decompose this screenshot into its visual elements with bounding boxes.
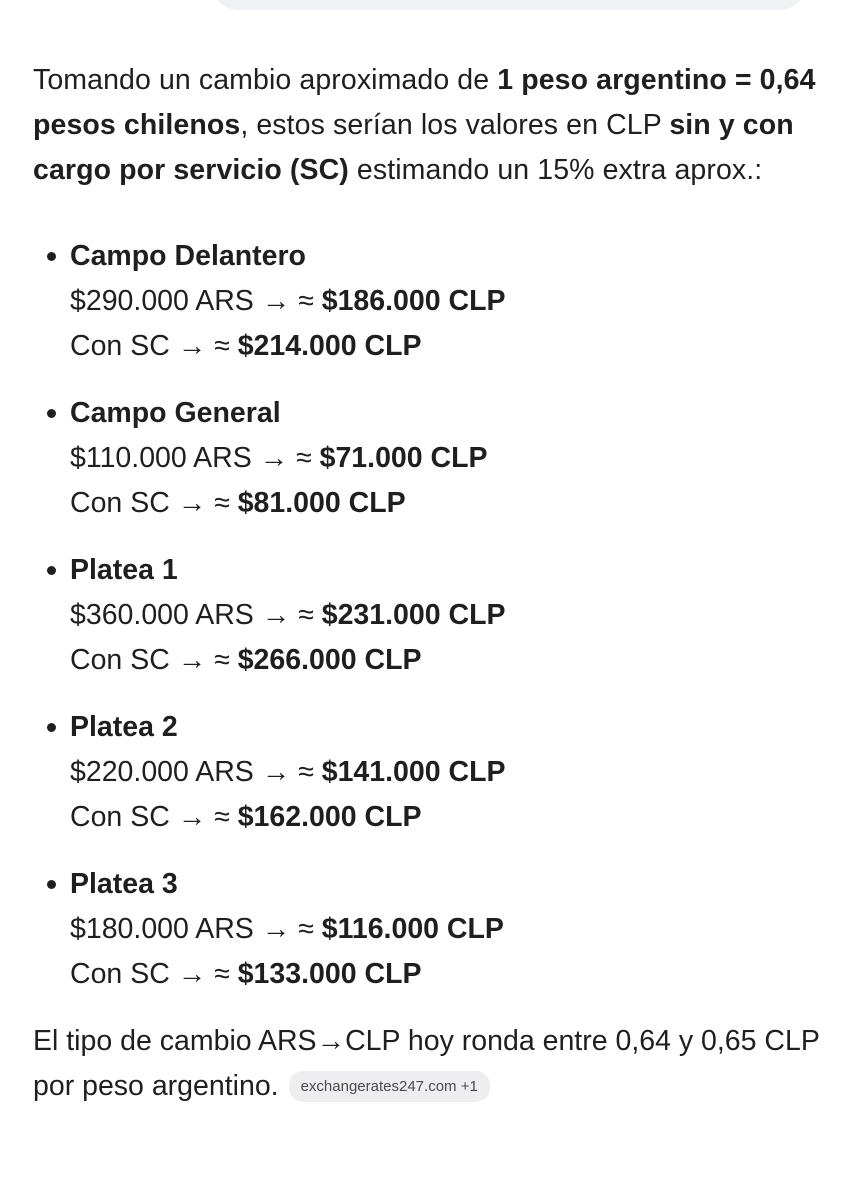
list-item: [33, 234, 823, 369]
tier-sc-line: [70, 638, 823, 683]
tier-clp-price: $141.000 CLP: [321, 756, 506, 788]
tier-sc-clp-price: $133.000 CLP: [237, 958, 422, 990]
tier-sc-clp-price: $266.000 CLP: [237, 644, 422, 676]
tier-sc-prefix: Con SC → ≈: [70, 958, 238, 990]
previous-message-bubble: [212, 0, 806, 10]
tier-clp-price: $231.000 CLP: [321, 599, 506, 631]
tier-sc-line: [70, 952, 823, 997]
tier-ars-price: $360.000 ARS → ≈: [70, 599, 322, 631]
intro-text-3: estimando un 15% extra aprox.:: [348, 154, 763, 186]
tier-ars-price: $220.000 ARS → ≈: [70, 756, 322, 788]
tier-price-line: [70, 907, 823, 952]
tier-clp-price: $116.000 CLP: [321, 913, 504, 945]
outro-text: El tipo de cambio ARS→CLP hoy ronda entre 0,64 y 0,65 CLP por peso argentino.: [33, 1025, 820, 1102]
tier-clp-price: $186.000 CLP: [321, 285, 506, 317]
tier-price-line: [70, 279, 823, 324]
tier-sc-prefix: Con SC → ≈: [70, 801, 238, 833]
intro-paragraph: [33, 58, 823, 193]
tier-price-line: [70, 593, 823, 638]
tier-sc-line: [70, 324, 823, 369]
list-item: [33, 391, 823, 526]
assistant-response: [33, 58, 823, 1109]
tier-name: Campo General: [70, 397, 281, 429]
tier-name: Campo Delantero: [70, 240, 306, 272]
outro-paragraph: [33, 1019, 823, 1109]
tier-sc-clp-price: $162.000 CLP: [237, 801, 422, 833]
tier-ars-price: $110.000 ARS → ≈: [70, 442, 320, 474]
tier-sc-clp-price: $81.000 CLP: [237, 487, 406, 519]
tier-sc-prefix: Con SC → ≈: [70, 330, 238, 362]
tier-price-line: [70, 436, 823, 481]
tier-ars-price: $180.000 ARS → ≈: [70, 913, 322, 945]
tier-price-line: [70, 750, 823, 795]
intro-sc-note: sin y con cargo por servicio (SC): [33, 109, 794, 186]
tier-sc-prefix: Con SC → ≈: [70, 487, 238, 519]
tier-ars-price: $290.000 ARS → ≈: [70, 285, 322, 317]
intro-text-2: , estos serían los valores en CLP: [240, 109, 670, 141]
tier-sc-line: [70, 481, 823, 526]
tier-sc-line: [70, 795, 823, 840]
tier-name: Platea 3: [70, 868, 178, 900]
ticket-tier-list: [33, 234, 823, 997]
list-item: [33, 862, 823, 997]
tier-sc-prefix: Con SC → ≈: [70, 644, 238, 676]
intro-exchange-rate: 1 peso argentino = 0,64 pesos chilenos: [33, 64, 816, 141]
list-item: [33, 548, 823, 683]
source-citation-chip[interactable]: exchangerates247.com +1: [289, 1071, 490, 1102]
list-item: [33, 705, 823, 840]
tier-clp-price: $71.000 CLP: [319, 442, 488, 474]
intro-text-1: Tomando un cambio aproximado de: [33, 64, 498, 96]
tier-sc-clp-price: $214.000 CLP: [237, 330, 422, 362]
tier-name: Platea 1: [70, 554, 178, 586]
tier-name: Platea 2: [70, 711, 178, 743]
